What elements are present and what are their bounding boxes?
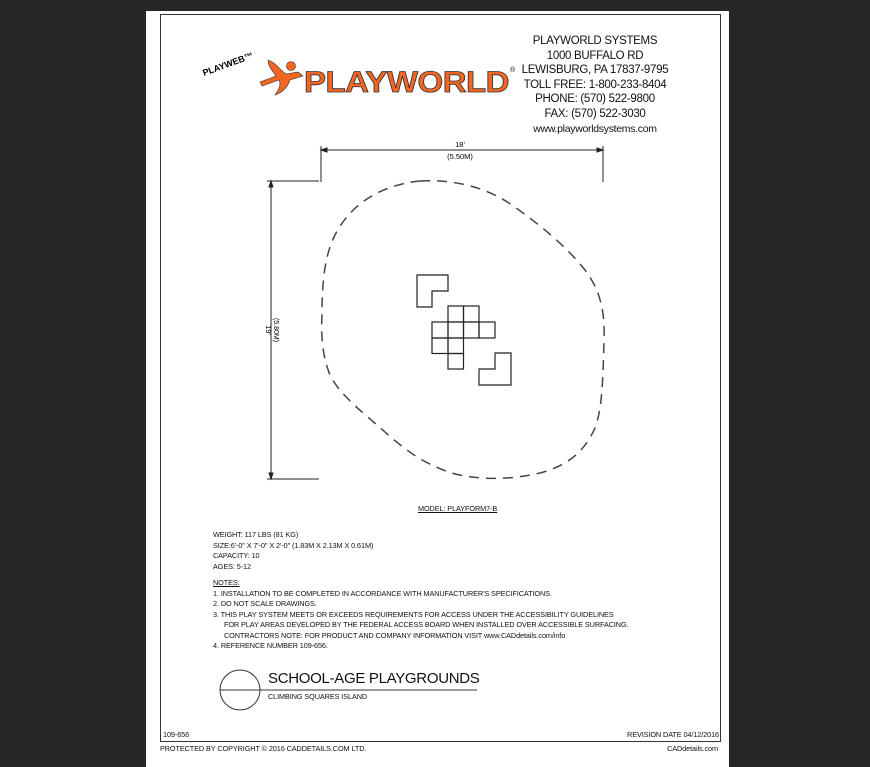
fax: FAX: (570) 522-3030 bbox=[544, 107, 646, 120]
website: www.playworldsystems.com bbox=[533, 122, 657, 135]
note-item: 4. REFERENCE NUMBER 109-656. bbox=[213, 641, 328, 650]
registered-mark: ® bbox=[510, 67, 516, 74]
note-item: 2. DO NOT SCALE DRAWINGS. bbox=[213, 599, 317, 608]
drawing-title: SCHOOL-AGE PLAYGROUNDS bbox=[268, 670, 480, 687]
spec-size: SIZE:6'-0" X 7'-0" X 2'-0" (1.83M X 2.13M X 0.61M) bbox=[213, 540, 374, 550]
company-address bbox=[520, 34, 670, 136]
company-name: PLAYWORLD SYSTEMS bbox=[532, 35, 658, 47]
note-item: 1. INSTALLATION TO BE COMPLETED IN ACCORDANCE WITH MANUFACTURER'S SPECIFICATIONS. bbox=[213, 588, 552, 598]
width-m-label: (5.50M) bbox=[447, 152, 473, 161]
spec-weight: WEIGHT: 117 LBS (81 KG) bbox=[213, 530, 299, 539]
drawing-subtitle: CLIMBING SQUARES ISLAND bbox=[268, 692, 368, 701]
reference-number: 109-656 bbox=[163, 730, 190, 739]
caddetails-link[interactable]: CADdetails.com bbox=[667, 744, 718, 753]
specs bbox=[213, 530, 373, 572]
climbing-squares bbox=[417, 275, 511, 385]
revision-date: REVISION DATE 04/12/2016 bbox=[627, 730, 719, 739]
playworld-figure-icon bbox=[260, 60, 303, 95]
width-ft-label: 18' bbox=[455, 140, 465, 149]
playweb-badge: PLAYWEB™ bbox=[201, 50, 255, 78]
note-item: CONTRACTORS NOTE: FOR PRODUCT AND COMPANY INFORMATION VISIT www.CADdetails.com/info bbox=[224, 630, 566, 640]
note-item: FOR PLAY AREAS DEVELOPED BY THE FEDERAL ACCESS BOARD WHEN INSTALLED OVER ACCESSIBLE SURFACING. bbox=[224, 620, 629, 629]
notes-heading: NOTES: bbox=[213, 578, 240, 587]
model-label: MODEL: PLAYFORM7-B bbox=[418, 504, 498, 513]
height-ft-label: 19' bbox=[264, 325, 273, 335]
height-m-label: (5.80M) bbox=[272, 317, 279, 343]
spec-ages: AGES: 5-12 bbox=[213, 561, 251, 571]
address-street: 1000 BUFFALO RD bbox=[546, 49, 644, 62]
address-city: LEWISBURG, PA 17837-9795 bbox=[521, 64, 669, 77]
spec-capacity: CAPACITY: 10 bbox=[213, 551, 260, 560]
phone: PHONE: (570) 522-9800 bbox=[535, 93, 655, 106]
playworld-logo-text: PLAYWORLD bbox=[304, 66, 509, 99]
copyright-notice: PROTECTED BY COPYRIGHT © 2016 CADDETAILS.COM LTD. bbox=[160, 744, 367, 753]
toll-free: TOLL FREE: 1-800-233-8404 bbox=[523, 78, 667, 91]
notes bbox=[213, 578, 628, 652]
note-item: 3. THIS PLAY SYSTEM MEETS OR EXCEEDS REQUIREMENTS FOR ACCESS UNDER THE ACCESSIBILITY GUIDELINES bbox=[213, 609, 614, 619]
